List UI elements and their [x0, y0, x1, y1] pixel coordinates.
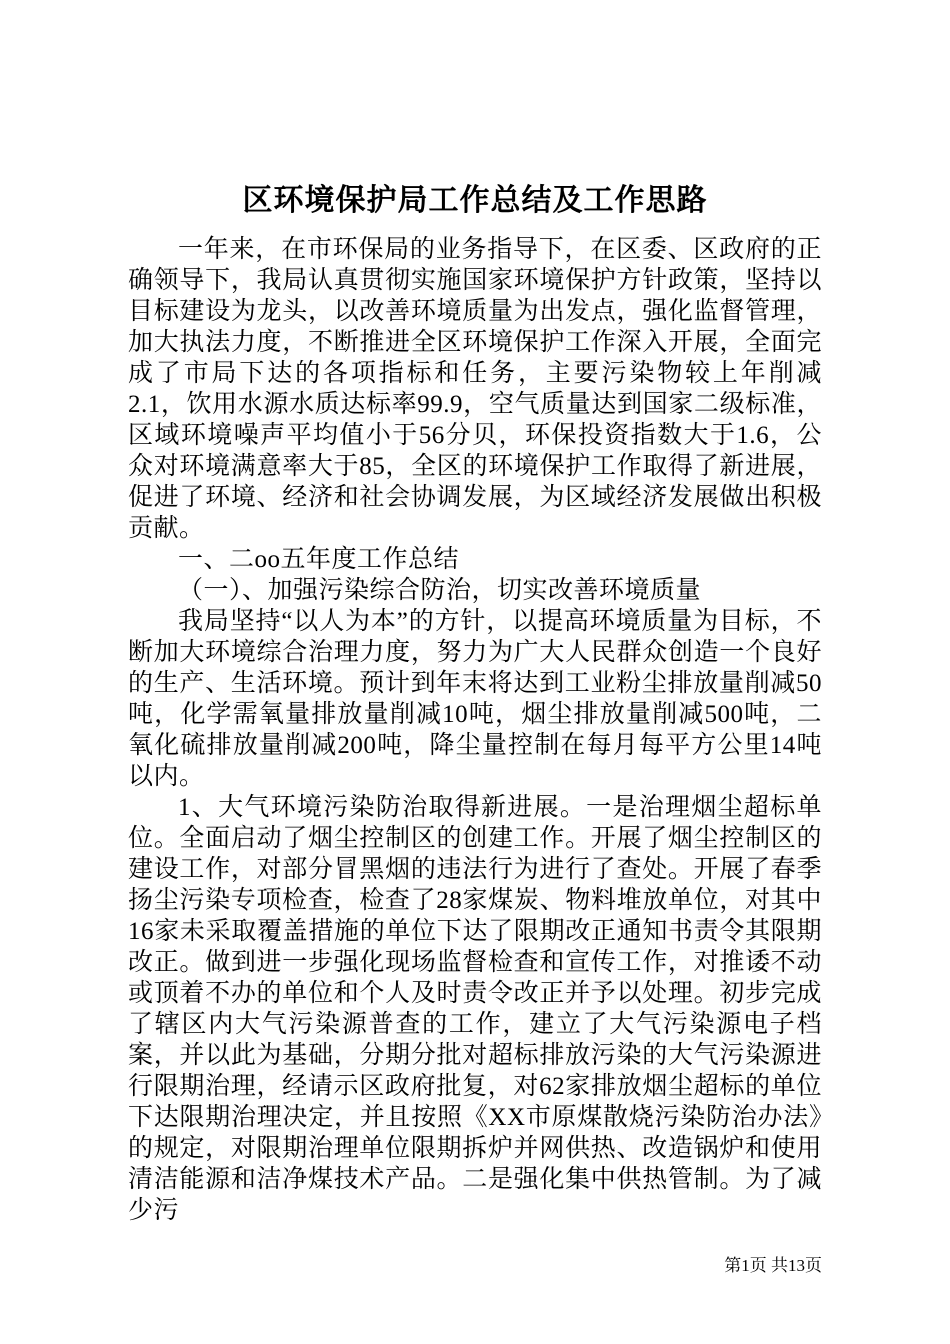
paragraph-air-pollution-control: 1、大气环境污染防治取得新进展。一是治理烟尘超标单位。全面启动了烟尘控制区的创建工作。开展了烟尘控制区的建设工作，对部分冒黑烟的违法行为进行了查处。开展了春季扬尘污染专项检查，检查了28家煤炭、物料堆放单位，对其中16家未采取覆盖措施的单位下达了限期改正通知书责令其限期改正。做到进一步强化现场监督检查和宣传工作，对推诿不动或顶着不办的单位和个人及时责令改正并予以处理。初步完成了辖区内大气污染源普查的工作，建立了大气污染源电子档案，并以此为基础，分期分批对超标排放污染的大气污染源进行限期治理，经请示区政府批复，对62家排放烟尘超标的单位下达限期治理决定，并且按照《XX市原煤散烧污染防治办法》的规定，对限期治理单位限期拆炉并网供热、改造锅炉和使用清洁能源和洁净煤技术产品。二是强化集中供热管制。为了减少污	[128, 794, 822, 1224]
section-heading-annual-summary: 一、二oo五年度工作总结	[178, 546, 460, 573]
paragraph-environment-quality: 我局坚持“以人为本”的方针，以提高环境质量为目标，不断加大环境综合治理力度，努力为广大人民群众创造一个良好的生产、生活环境。预计到年末将达到工业粉尘排放量削减50吨，化学需氧量排放量削减10吨，烟尘排放量削减500吨，二氧化硫排放量削减200吨，降尘量控制在每月每平方公里14吨以内。	[128, 608, 822, 790]
subsection-heading-pollution-control: （一）、加强污染综合防治，切实改善环境质量	[178, 577, 702, 604]
paragraph-intro: 一年来，在市环保局的业务指导下，在区委、区政府的正确领导下，我局认真贯彻实施国家环境保护方针政策，坚持以目标建设为龙头，以改善环境质量为出发点，强化监督管理，加大执法力度，不断推进全区环境保护工作深入开展，全面完成了市局下达的各项指标和任务，主要污染物较上年削减2.1，饮用水源水质达标率99.9，空气质量达到国家二级标准，区域环境噪声平均值小于56分贝，环保投资指数大于1.6，公众对环境满意率大于85，全区的环境保护工作取得了新进展，促进了环境、经济和社会协调发展，为区域经济发展做出积极贡献。	[128, 236, 822, 542]
page-number-footer: 第1页 共13页	[724, 1256, 822, 1275]
document-title: 区环境保护局工作总结及工作思路	[242, 184, 708, 217]
